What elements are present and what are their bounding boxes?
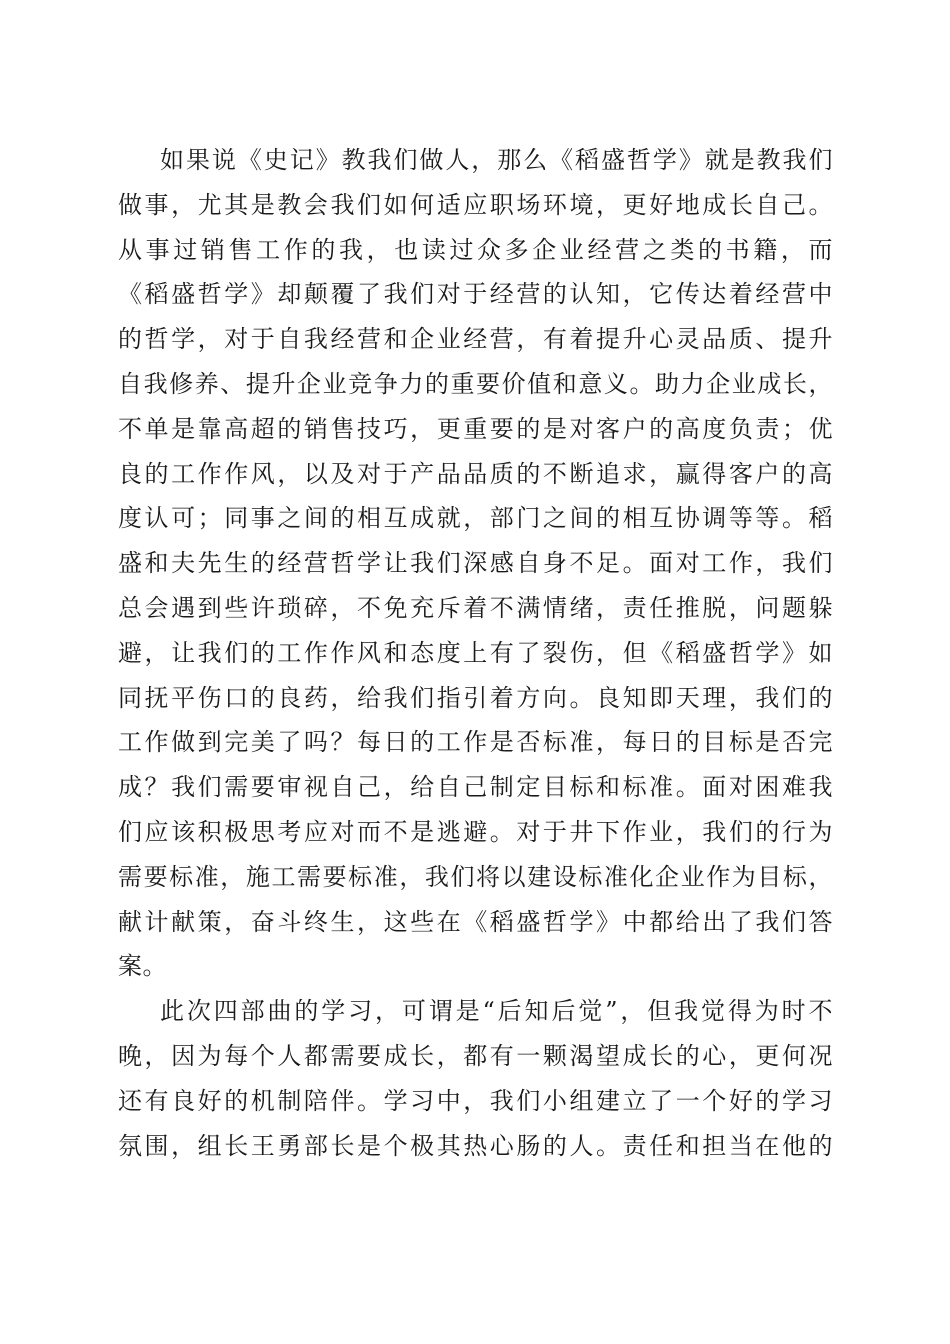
paragraph-line: 此次四部曲的学习，可谓是“后知后觉”，但我觉得为时不 [160, 997, 833, 1026]
paragraph-line: 做事，尤其是教会我们如何适应职场环境，更好地成长自己。 [118, 190, 833, 219]
paragraph-1 [118, 143, 833, 994]
paragraph-line: 氛围，组长王勇部长是个极其热心肠的人。责任和担当在他的 [118, 1131, 833, 1160]
paragraph-2 [118, 994, 833, 1173]
paragraph-line: 献计献策，奋斗终生，这些在《稻盛哲学》中都给出了我们答 [118, 907, 833, 936]
paragraph-line: 从事过销售工作的我，也读过众多企业经营之类的书籍，而 [118, 235, 833, 264]
paragraph-line: 度认可；同事之间的相互成就，部门之间的相互协调等等。稻 [118, 504, 833, 533]
paragraph-line: 良的工作作风，以及对于产品品质的不断追求，赢得客户的高 [118, 459, 833, 488]
paragraph-line: 盛和夫先生的经营哲学让我们深感自身不足。面对工作，我们 [118, 549, 833, 578]
paragraph-line: 晚，因为每个人都需要成长，都有一颗渴望成长的心，更何况 [118, 1041, 833, 1070]
paragraph-line: 还有良好的机制陪伴。学习中，我们小组建立了一个好的学习 [118, 1086, 833, 1115]
paragraph-line: 自我修养、提升企业竞争力的重要价值和意义。助力企业成长， [118, 369, 833, 398]
paragraph-line: 成？我们需要审视自己，给自己制定目标和标准。面对困难我 [118, 773, 833, 802]
paragraph-line: 同抚平伤口的良药，给我们指引着方向。良知即天理，我们的 [118, 683, 833, 712]
paragraph-line: 总会遇到些许琐碎，不免充斥着不满情绪，责任推脱，问题躲 [118, 593, 833, 622]
paragraph-line: 需要标准，施工需要标准，我们将以建设标准化企业作为目标， [118, 862, 833, 891]
paragraph-line: 的哲学，对于自我经营和企业经营，有着提升心灵品质、提升 [118, 325, 833, 354]
document-body [118, 143, 833, 1173]
paragraph-line: 们应该积极思考应对而不是逃避。对于井下作业，我们的行为 [118, 817, 833, 846]
paragraph-line: 不单是靠高超的销售技巧，更重要的是对客户的高度负责；优 [118, 414, 833, 443]
paragraph-line: 避，让我们的工作作风和态度上有了裂伤，但《稻盛哲学》如 [118, 638, 833, 667]
paragraph-line: 《稻盛哲学》却颠覆了我们对于经营的认知，它传达着经营中 [118, 280, 833, 309]
paragraph-line: 工作做到完美了吗？每日的工作是否标准，每日的目标是否完 [118, 728, 833, 757]
paragraph-line: 如果说《史记》教我们做人，那么《稻盛哲学》就是教我们 [160, 146, 833, 174]
paragraph-line: 案。 [118, 952, 167, 981]
